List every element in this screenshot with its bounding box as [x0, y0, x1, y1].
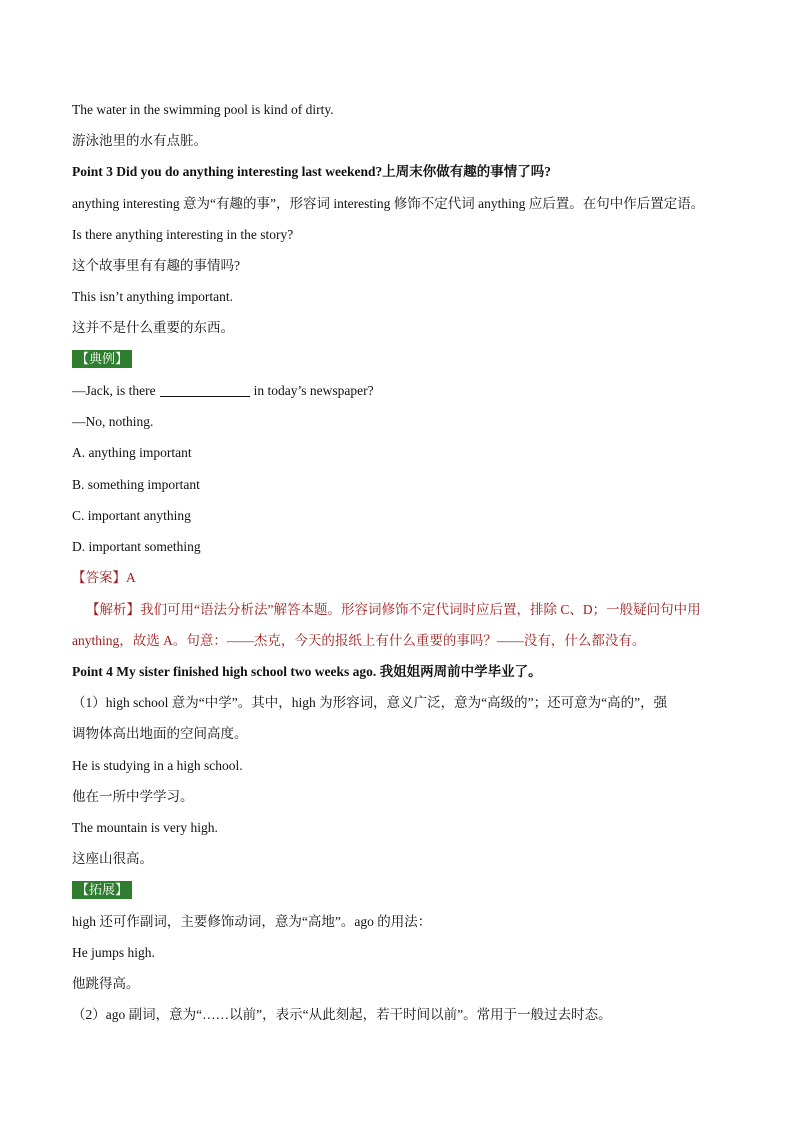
point-4-explanation: （1）high school 意为“中学”。其中，high 为形容词，意义广泛，意为“高级的”；还可意为“高的”，强 — [72, 695, 668, 710]
ago-explanation: （2）ago 副词，意为“……以前”，表示“从此刻起，若干时间以前”。常用于一般过去时态。 — [72, 1007, 612, 1022]
example-tag: 【典例】 — [72, 350, 132, 368]
point-3-explanation: anything interesting 意为“有趣的事”，形容词 interesting 修饰不定代词 anything 应后置。在句中作后置定语。 — [72, 196, 705, 211]
option-d: D. important something — [72, 539, 201, 554]
question-line — [72, 381, 734, 401]
point-4-heading: Point 4 My sister finished high school two weeks ago. 我姐姐两周前中学毕业了。 — [72, 664, 542, 679]
extend-explanation: high 还可作副词，主要修饰动词，意为“高地”。ago 的用法： — [72, 914, 432, 929]
example-tag-row — [72, 349, 734, 369]
question-reply: —No, nothing. — [72, 414, 154, 429]
option-c: C. important anything — [72, 508, 191, 523]
answer-blank — [160, 382, 250, 397]
example-sentence-zh: 这座山很高。 — [72, 851, 153, 866]
question-text-after: in today’s newspaper? — [253, 383, 374, 398]
analysis-line-2: anything，故选 A。句意：——杰克，今天的报纸上有什么重要的事吗？——没有，什么都没有。 — [72, 633, 646, 648]
option-b: B. something important — [72, 477, 200, 492]
example-sentence-zh: 游泳池里的水有点脏。 — [72, 133, 207, 148]
example-sentence-en: The mountain is very high. — [72, 820, 218, 835]
example-sentence-en: This isn’t anything important. — [72, 289, 233, 304]
example-sentence-en: He jumps high. — [72, 945, 155, 960]
example-sentence-en: Is there anything interesting in the story? — [72, 227, 294, 242]
example-sentence-zh: 他在一所中学学习。 — [72, 789, 194, 804]
option-a: A. anything important — [72, 445, 192, 460]
extend-tag-row — [72, 880, 734, 900]
example-sentence-en: He is studying in a high school. — [72, 758, 243, 773]
example-sentence-zh: 这并不是什么重要的东西。 — [72, 320, 234, 335]
example-sentence-en: The water in the swimming pool is kind of dirty. — [72, 102, 334, 117]
extend-tag: 【拓展】 — [72, 881, 132, 899]
point-4-explanation-cont: 调物体高出地面的空间高度。 — [72, 726, 248, 741]
question-text-before: —Jack, is there — [72, 383, 156, 398]
analysis-line-1: 【解析】我们可用“语法分析法”解答本题。形容词修饰不定代词时应后置，排除 C、D；一般疑问句中用 — [86, 602, 701, 617]
point-3-heading: Point 3 Did you do anything interesting last weekend?上周末你做有趣的事情了吗? — [72, 164, 552, 179]
example-sentence-zh: 这个故事里有有趣的事情吗? — [72, 258, 240, 273]
answer-line: 【答案】A — [72, 570, 136, 585]
example-sentence-zh: 他跳得高。 — [72, 976, 140, 991]
